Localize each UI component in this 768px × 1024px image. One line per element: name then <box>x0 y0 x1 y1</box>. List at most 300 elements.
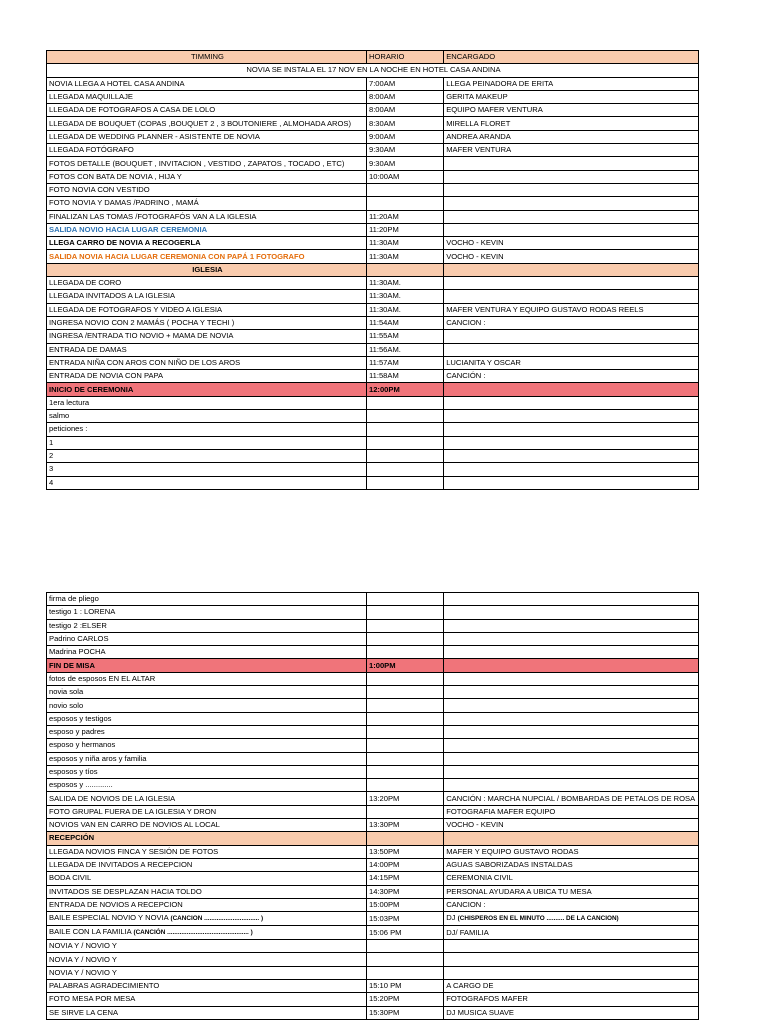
table-row <box>47 712 699 725</box>
header-row <box>47 51 699 64</box>
activity-cell <box>47 463 367 476</box>
time-cell <box>366 845 443 858</box>
responsible-cell <box>444 277 699 290</box>
activity-text: PALABRAS AGRADECIMIENTO <box>49 981 160 991</box>
table-row <box>47 356 699 369</box>
activity-text: FOTOS DETALLE (BOUQUET , INVITACION , VESTIDO , ZAPATOS , TOCADO , ETC) <box>49 158 345 168</box>
activity-cell <box>47 872 367 885</box>
activity-text: LLEGADA DE BOUQUET (COPAS ,BOUQUET 2 , 3 BOUTONIERE , ALMOHADA AROS) <box>49 118 352 128</box>
activity-cell <box>47 90 367 103</box>
time-text: 11:30AM. <box>368 278 401 288</box>
responsible-cell <box>444 250 699 263</box>
table-row <box>47 659 699 672</box>
time-cell <box>366 410 443 423</box>
notice-cell: NOVIA SE INSTALA EL 17 NOV EN LA NOCHE EN HOTEL CASA ANDINA <box>47 64 699 77</box>
time-cell <box>366 117 443 130</box>
responsible-text: LUCIANITA Y OSCAR <box>446 357 521 367</box>
table-row <box>47 223 699 236</box>
time-text: 11:55AM <box>368 331 399 341</box>
responsible-cell <box>444 144 699 157</box>
time-cell <box>366 277 443 290</box>
time-text: 13:30PM <box>368 820 400 830</box>
activity-cell <box>47 396 367 409</box>
activity-cell <box>47 423 367 436</box>
header-horario: HORARIO <box>366 51 443 64</box>
time-cell <box>366 725 443 738</box>
table-row <box>47 476 699 489</box>
responsible-cell <box>444 104 699 117</box>
time-text: 11:30AM <box>368 251 399 261</box>
time-text: 11:54AM <box>368 318 399 328</box>
table-row <box>47 832 699 845</box>
activity-cell <box>47 157 367 170</box>
activity-cell <box>47 370 367 383</box>
time-cell <box>366 699 443 712</box>
responsible-cell <box>444 263 699 276</box>
responsible-cell <box>444 396 699 409</box>
responsible-cell <box>444 197 699 210</box>
table-row <box>47 699 699 712</box>
responsible-cell <box>444 792 699 805</box>
time-cell <box>366 779 443 792</box>
table-row <box>47 885 699 898</box>
responsible-cell <box>444 940 699 953</box>
time-cell <box>366 672 443 685</box>
responsible-text: MAFER VENTURA <box>446 145 512 155</box>
table-row <box>47 845 699 858</box>
time-cell <box>366 449 443 462</box>
responsible-text: CEREMONIA CIVIL <box>446 873 513 883</box>
activity-cell <box>47 765 367 778</box>
time-text: 14:15PM <box>368 873 400 883</box>
activity-cell <box>47 449 367 462</box>
responsible-cell <box>444 659 699 672</box>
responsible-cell <box>444 237 699 250</box>
header-timing: TIMMING <box>47 51 367 64</box>
activity-cell <box>47 144 367 157</box>
table-row <box>47 250 699 263</box>
activity-text: LLEGADA DE FOTOGRAFOS Y VIDEO A IGLESIA <box>49 304 223 314</box>
responsible-cell <box>444 330 699 343</box>
responsible-text: MIRELLA FLORET <box>446 118 511 128</box>
time-text: 12:00PM <box>368 384 400 394</box>
activity-text: ENTRADA NIÑA CON AROS CON NIÑO DE LOS AROS <box>49 357 241 367</box>
time-cell <box>366 90 443 103</box>
time-cell <box>366 237 443 250</box>
responsible-cell <box>444 966 699 979</box>
activity-text: INGRESA NOVIO CON 2 MAMÁS ( POCHA Y TECHI ) <box>49 318 235 328</box>
activity-text: Padrino CARLOS <box>49 634 109 644</box>
time-cell <box>366 316 443 329</box>
activity-text: 4 <box>49 477 54 487</box>
table-row <box>47 90 699 103</box>
activity-text: 1era lectura <box>49 397 90 407</box>
activity-cell <box>47 779 367 792</box>
time-cell <box>366 303 443 316</box>
activity-cell <box>47 1006 367 1019</box>
activity-text: SE SIRVE LA CENA <box>49 1007 119 1017</box>
activity-text: LLEGA CARRO DE NOVIA A RECOGERLA <box>49 238 201 248</box>
activity-text: esposo y hermanos <box>49 740 116 750</box>
activity-cell <box>47 303 367 316</box>
activity-text: esposos y testigos <box>49 713 112 723</box>
time-text: 15:06 PM <box>368 927 402 937</box>
activity-cell <box>47 210 367 223</box>
time-text: 11:30AM. <box>368 304 401 314</box>
activity-text: Madrina POCHA <box>49 647 106 657</box>
time-cell <box>366 183 443 196</box>
time-cell <box>366 170 443 183</box>
responsible-cell <box>444 303 699 316</box>
responsible-cell <box>444 1006 699 1019</box>
activity-cell <box>47 953 367 966</box>
activity-cell <box>47 940 367 953</box>
responsible-cell <box>444 183 699 196</box>
responsible-cell <box>444 157 699 170</box>
responsible-cell <box>444 712 699 725</box>
responsible-cell <box>444 912 699 926</box>
table-row <box>47 183 699 196</box>
table-row <box>47 436 699 449</box>
time-text: 14:00PM <box>368 860 400 870</box>
table-row <box>47 210 699 223</box>
table-row <box>47 765 699 778</box>
time-cell <box>366 926 443 940</box>
activity-text: LLEGADA DE INVITADOS A RECEPCION <box>49 860 193 870</box>
table-row <box>47 792 699 805</box>
activity-text: LLEGADA MAQUILLAJE <box>49 92 133 102</box>
time-cell <box>366 912 443 926</box>
time-text: 7:00AM <box>368 78 396 88</box>
time-cell <box>366 993 443 1006</box>
time-cell <box>366 1006 443 1019</box>
table-row <box>47 144 699 157</box>
activity-cell <box>47 593 367 606</box>
table-row <box>47 316 699 329</box>
responsible-cell <box>444 672 699 685</box>
time-cell <box>366 290 443 303</box>
table-row <box>47 926 699 940</box>
activity-text: NOVIA Y / NOVIO Y <box>49 941 117 951</box>
table-row <box>47 739 699 752</box>
responsible-cell <box>444 90 699 103</box>
time-cell <box>366 752 443 765</box>
activity-cell <box>47 980 367 993</box>
responsible-cell <box>444 436 699 449</box>
activity-cell <box>47 77 367 90</box>
time-text: 9:30AM <box>368 145 396 155</box>
table-row <box>47 77 699 90</box>
time-text: 15:03PM <box>368 913 400 923</box>
responsible-cell <box>444 699 699 712</box>
responsible-text: ANDREA ARANDA <box>446 131 511 141</box>
table-row <box>47 725 699 738</box>
responsible-cell <box>444 686 699 699</box>
time-text: 15:10 PM <box>368 981 402 991</box>
activity-cell <box>47 672 367 685</box>
activity-cell <box>47 263 367 276</box>
time-cell <box>366 396 443 409</box>
activity-cell <box>47 858 367 871</box>
time-cell <box>366 77 443 90</box>
responsible-text: FOTOGRAFOS MAFER <box>446 994 528 1004</box>
activity-cell <box>47 792 367 805</box>
activity-text: novia sola <box>49 687 84 697</box>
responsible-cell <box>444 632 699 645</box>
responsible-text: MAFER Y EQUIPO GUSTAVO RODAS <box>446 846 579 856</box>
activity-text: LLEGADA DE FOTOGRAFOS A CASA DE LOLO <box>49 105 216 115</box>
table-row <box>47 290 699 303</box>
responsible-text: PERSONAL AYUDARA A UBICA TU MESA <box>446 886 592 896</box>
table-row <box>47 170 699 183</box>
activity-text: esposos y ............. <box>49 780 113 790</box>
time-cell <box>366 940 443 953</box>
activity-text: FOTO NOVIA CON VESTIDO <box>49 185 150 195</box>
responsible-text: VOCHO - KEVIN <box>446 251 504 261</box>
table-row <box>47 117 699 130</box>
table-row <box>47 619 699 632</box>
table-row <box>47 423 699 436</box>
time-cell <box>366 898 443 911</box>
activity-cell <box>47 646 367 659</box>
activity-cell <box>47 752 367 765</box>
table-row <box>47 898 699 911</box>
activity-cell <box>47 383 367 396</box>
responsible-text: LLEGA PEINADORA DE ERITA <box>446 78 554 88</box>
responsible-cell <box>444 117 699 130</box>
activity-text: BAILE CON LA FAMILIA <box>49 927 132 937</box>
activity-text: NOVIOS VAN EN CARRO DE NOVIOS AL LOCAL <box>49 820 220 830</box>
table-row <box>47 752 699 765</box>
activity-cell <box>47 117 367 130</box>
time-text: 9:00AM <box>368 131 396 141</box>
time-cell <box>366 765 443 778</box>
activity-text: esposos y niña aros y familia <box>49 753 147 763</box>
responsible-text: CANCION : <box>446 318 486 328</box>
responsible-cell <box>444 898 699 911</box>
time-cell <box>366 966 443 979</box>
responsible-text: VOCHO - KEVIN <box>446 820 504 830</box>
activity-cell <box>47 290 367 303</box>
responsible-text: A CARGO DE <box>446 981 494 991</box>
time-cell <box>366 223 443 236</box>
activity-cell <box>47 356 367 369</box>
table-row <box>47 303 699 316</box>
table-row <box>47 966 699 979</box>
responsible-cell <box>444 872 699 885</box>
time-cell <box>366 953 443 966</box>
responsible-cell <box>444 619 699 632</box>
table-row <box>47 1006 699 1019</box>
responsible-text: CANCIÓN : <box>446 371 486 381</box>
table-row <box>47 912 699 926</box>
responsible-cell <box>444 993 699 1006</box>
table-row <box>47 449 699 462</box>
responsible-cell <box>444 316 699 329</box>
activity-text: IGLESIA <box>192 264 223 274</box>
table-row <box>47 646 699 659</box>
table-row <box>47 463 699 476</box>
table-row <box>47 819 699 832</box>
responsible-text: GERITA MAKEUP <box>446 92 508 102</box>
table-row <box>47 672 699 685</box>
table-row <box>47 779 699 792</box>
time-cell <box>366 632 443 645</box>
activity-text: SALIDA DE NOVIOS DE LA IGLESIA <box>49 793 176 803</box>
responsible-cell <box>444 845 699 858</box>
activity-cell <box>47 104 367 117</box>
responsible-cell <box>444 463 699 476</box>
activity-cell <box>47 277 367 290</box>
song-note: (CANCIÓN .............................................. ) <box>133 929 253 937</box>
time-cell <box>366 832 443 845</box>
time-text: 11:57AM <box>368 357 399 367</box>
activity-text: RECEPCIÓN <box>49 833 95 843</box>
activity-text: firma de pliego <box>49 594 99 604</box>
timing-table-top <box>46 50 699 490</box>
time-cell <box>366 659 443 672</box>
responsible-cell <box>444 343 699 356</box>
table-row <box>47 686 699 699</box>
time-cell <box>366 858 443 871</box>
table-row <box>47 157 699 170</box>
responsible-text: CANCION : <box>446 899 486 909</box>
time-cell <box>366 739 443 752</box>
activity-text: INVITADOS SE DESPLAZAN HACIA TOLDO <box>49 886 202 896</box>
responsible-cell <box>444 646 699 659</box>
activity-text: novio solo <box>49 700 84 710</box>
responsible-cell <box>444 383 699 396</box>
time-cell <box>366 805 443 818</box>
time-cell <box>366 197 443 210</box>
activity-cell <box>47 659 367 672</box>
table-row <box>47 993 699 1006</box>
responsible-text: DJ <box>446 913 456 923</box>
time-text: 8:30AM <box>368 118 396 128</box>
table-row <box>47 237 699 250</box>
responsible-cell <box>444 449 699 462</box>
time-cell <box>366 593 443 606</box>
time-cell <box>366 130 443 143</box>
time-cell <box>366 463 443 476</box>
activity-text: LLEGADA DE WEDDING PLANNER - ASISTENTE DE NOVIA <box>49 131 260 141</box>
activity-text: LLEGADA FOTÓGRAFO <box>49 145 134 155</box>
table-row <box>47 858 699 871</box>
table-row <box>47 197 699 210</box>
responsible-text: EQUIPO MAFER VENTURA <box>446 105 543 115</box>
time-cell <box>366 712 443 725</box>
responsible-cell <box>444 832 699 845</box>
activity-cell <box>47 170 367 183</box>
activity-cell <box>47 699 367 712</box>
table-row <box>47 940 699 953</box>
activity-cell <box>47 410 367 423</box>
table-row <box>47 104 699 117</box>
time-cell <box>366 792 443 805</box>
responsible-cell <box>444 725 699 738</box>
activity-text: NOVIA LLEGA A HOTEL CASA ANDINA <box>49 78 185 88</box>
activity-cell <box>47 885 367 898</box>
responsible-cell <box>444 606 699 619</box>
table-row <box>47 343 699 356</box>
time-cell <box>366 330 443 343</box>
time-cell <box>366 370 443 383</box>
responsible-text: DJ MUSICA SUAVE <box>446 1007 514 1017</box>
time-cell <box>366 980 443 993</box>
table-row <box>47 593 699 606</box>
time-text: 11:20AM <box>368 211 399 221</box>
table-row <box>47 277 699 290</box>
table-row <box>47 606 699 619</box>
responsible-cell <box>444 356 699 369</box>
responsible-cell <box>444 170 699 183</box>
activity-cell <box>47 197 367 210</box>
activity-text: LLEGADA INVITADOS A LA IGLESIA <box>49 291 176 301</box>
activity-text: NOVIA Y / NOVIO Y <box>49 967 117 977</box>
activity-cell <box>47 739 367 752</box>
activity-text: testigo 1 : LORENA <box>49 607 116 617</box>
time-text: 15:20PM <box>368 994 400 1004</box>
responsible-cell <box>444 130 699 143</box>
song-note: (CANCION ............................... ) <box>170 915 264 923</box>
responsible-text: VOCHO - KEVIN <box>446 238 504 248</box>
time-text: 13:50PM <box>368 846 400 856</box>
activity-cell <box>47 832 367 845</box>
time-cell <box>366 356 443 369</box>
table-row <box>47 370 699 383</box>
table-row <box>47 805 699 818</box>
activity-text: BODA CIVIL <box>49 873 92 883</box>
time-text: 11:30AM <box>368 238 399 248</box>
activity-cell <box>47 712 367 725</box>
responsible-cell <box>444 77 699 90</box>
activity-text: ENTRADA DE NOVIA CON PAPA <box>49 371 164 381</box>
activity-cell <box>47 926 367 940</box>
time-cell <box>366 343 443 356</box>
time-text: 15:30PM <box>368 1007 400 1017</box>
activity-text: ENTRADA DE NOVIOS A RECEPCION <box>49 899 183 909</box>
time-text: 10:00AM <box>368 171 400 181</box>
table-row <box>47 872 699 885</box>
time-text: 11:20PM <box>368 225 399 234</box>
time-cell <box>366 476 443 489</box>
time-cell <box>366 619 443 632</box>
activity-cell <box>47 237 367 250</box>
time-cell <box>366 646 443 659</box>
time-cell <box>366 686 443 699</box>
activity-text: FOTO MESA POR MESA <box>49 994 136 1004</box>
activity-text: esposos y tíos <box>49 767 98 776</box>
responsible-cell <box>444 752 699 765</box>
activity-text: INICIO DE CEREMONIA <box>49 384 134 394</box>
activity-text: LLEGADA DE CORO <box>49 278 122 288</box>
responsible-cell <box>444 953 699 966</box>
time-cell <box>366 872 443 885</box>
time-text: 11:56AM. <box>368 344 401 354</box>
time-cell <box>366 436 443 449</box>
dj-note: (CHISPEROS EN EL MINUTO .......... DE LA CANCION) <box>457 915 619 923</box>
table-row <box>47 383 699 396</box>
responsible-cell <box>444 819 699 832</box>
responsible-cell <box>444 885 699 898</box>
activity-cell <box>47 632 367 645</box>
activity-text: FINALIZAN LAS TOMAS /FOTOGRAFÓS VAN A LA IGLESIA <box>49 211 257 221</box>
responsible-text: DJ/ FAMILIA <box>446 927 489 937</box>
responsible-cell <box>444 765 699 778</box>
responsible-text: CANCIÓN : MARCHA NUPCIAL / BOMBARDAS DE PETALOS DE ROSA <box>446 793 696 803</box>
activity-cell <box>47 993 367 1006</box>
activity-cell <box>47 223 367 236</box>
